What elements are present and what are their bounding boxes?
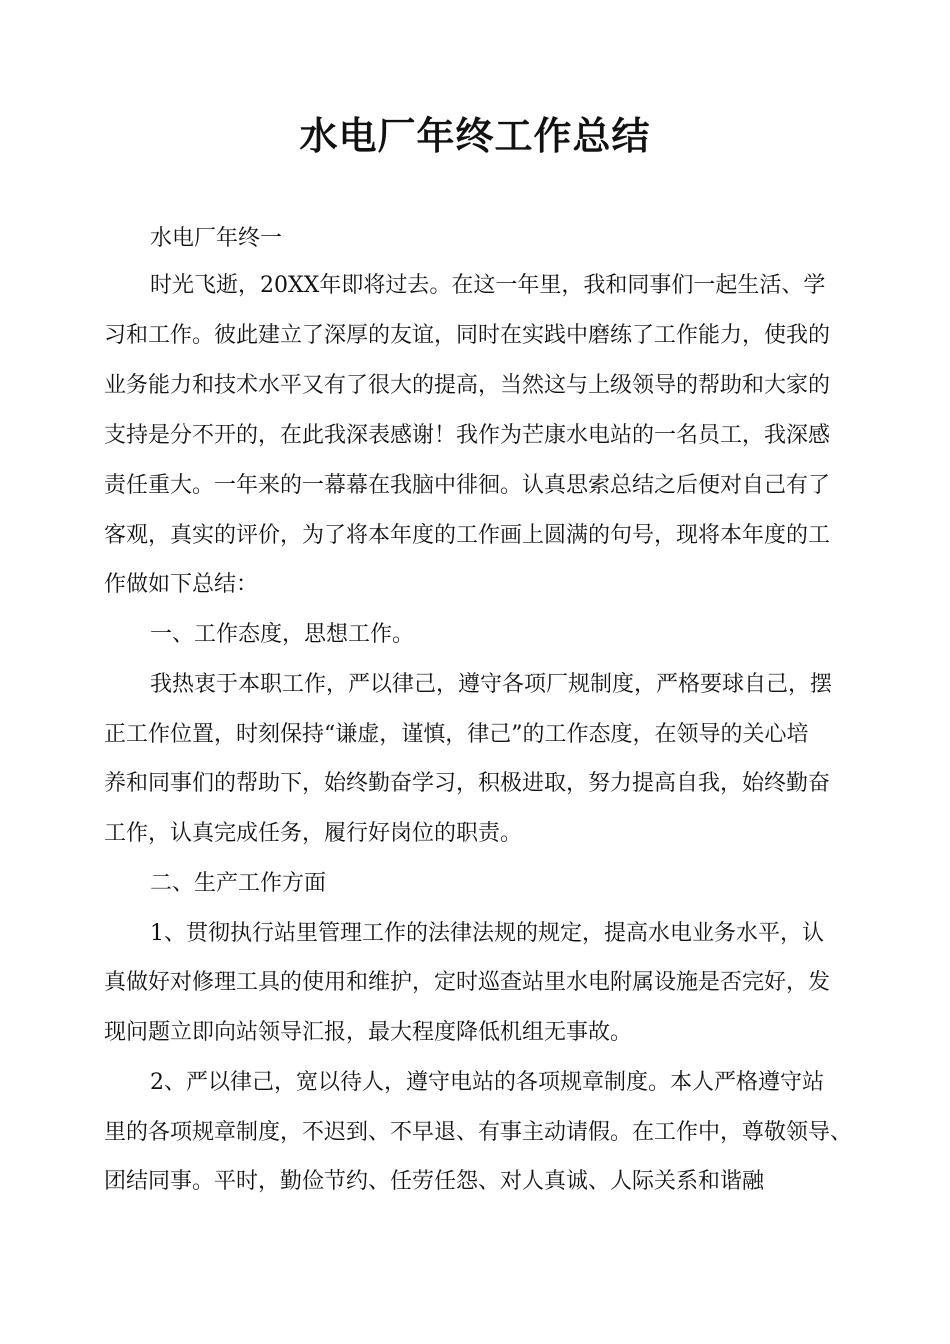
- paragraph-line: 1、贯彻执行站里管理工作的法律法规的规定，提高水电业务水平，认: [150, 921, 824, 946]
- paragraph-line: 作做如下总结：: [104, 572, 259, 597]
- paragraph-line: 现问题立即向站领导汇报，最大程度降低机组无事故。: [104, 1020, 633, 1045]
- section-heading: 二、生产工作方面: [150, 871, 327, 896]
- paragraph-line: 养和同事们的帮助下，始终勤奋学习，积极进取，努力提高自我，始终勤奋: [104, 771, 831, 796]
- paragraph-line: 责任重大。一年来的一幕幕在我脑中徘徊。认真思索总结之后便对自己有了: [104, 473, 831, 498]
- paragraph-line: 里的各项规章制度，不迟到、不早退、有事主动请假。在工作中，尊敬领导、: [104, 1120, 853, 1145]
- section-heading: 一、工作态度，思想工作。: [150, 622, 415, 647]
- document-title: 水电厂年终工作总结: [299, 114, 651, 158]
- section-heading: 水电厂年终一: [150, 226, 283, 251]
- paragraph-line: 客观，真实的评价，为了将本年度的工作画上圆满的句号，现将本年度的工: [104, 523, 831, 548]
- paragraph-line: 习和工作。彼此建立了深厚的友谊，同时在实践中磨练了工作能力，使我的: [104, 323, 831, 348]
- paragraph-line: 业务能力和技术水平又有了很大的提高，当然这与上级领导的帮助和大家的: [104, 373, 831, 398]
- paragraph-line: 我热衷于本职工作，严以律己，遵守各项厂规制度，严格要球自己，摆: [150, 672, 833, 697]
- paragraph-line: 时光飞逝，20XX年即将过去。在这一年里，我和同事们一起生活、学: [150, 273, 826, 298]
- paragraph-line: 支持是分不开的，在此我深表感谢！我作为芒康水电站的一名员工，我深感: [104, 423, 831, 448]
- paragraph-line: 2、严以律己，宽以待人，遵守电站的各项规章制度。本人严格遵守站: [150, 1070, 824, 1095]
- paragraph-line: 团结同事。平时，勤俭节约、任劳任怨、对人真诚、人际关系和谐融: [104, 1169, 765, 1194]
- paragraph-line: 真做好对修理工具的使用和维护，定时巡查站里水电附属设施是否完好，发: [104, 970, 831, 995]
- paragraph-line: 正工作位置，时刻保持“谦虚，谨慎，律己”的工作态度，在领导的关心培: [104, 722, 809, 747]
- paragraph-line: 工作，认真完成任务，履行好岗位的职责。: [104, 821, 523, 846]
